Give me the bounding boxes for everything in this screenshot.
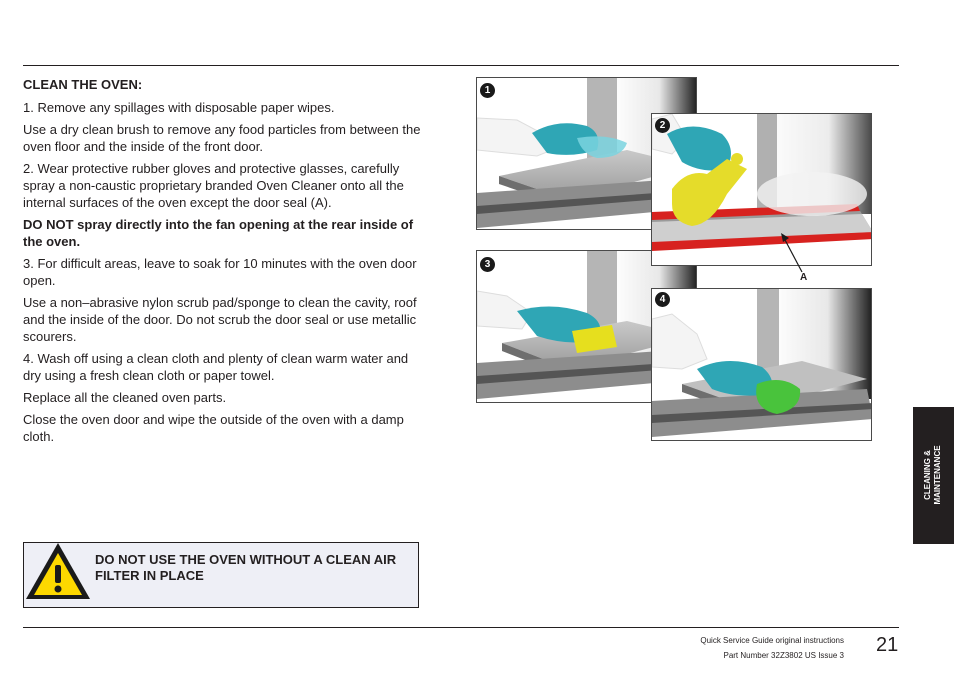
step-3-badge: 3	[480, 257, 495, 272]
bottom-rule	[23, 627, 899, 628]
section-heading: CLEAN THE OVEN:	[23, 77, 143, 92]
step-1-detail: Use a dry clean brush to remove any food particles from between the oven floor and the inside of the front door.	[23, 122, 421, 154]
top-rule	[23, 65, 899, 66]
replace-parts-text: Replace all the cleaned oven parts.	[23, 390, 227, 405]
side-tab-label	[923, 445, 943, 504]
warning-box	[23, 542, 419, 608]
section-side-tab	[913, 407, 954, 544]
step-1-text: 1. Remove any spillages with disposable paper wipes.	[23, 100, 335, 115]
step-2-text: 2. Wear protective rubber gloves and protective glasses, carefully spray a non-caustic proprietary branded Oven Cleaner onto all the internal surfaces of the oven except the door seal (A).	[23, 161, 404, 210]
close-door-text: Close the oven door and wipe the outside of the oven with a damp cloth.	[23, 412, 404, 444]
photo-step-4	[651, 288, 872, 441]
step-3-detail: Use a non–abrasive nylon scrub pad/sponge to clean the cavity, roof and the inside of the door. Do not scrub the door seal or use metallic scourers.	[23, 295, 417, 344]
step-2-badge: 2	[655, 118, 670, 133]
warning-text: DO NOT USE THE OVEN WITHOUT A CLEAN AIR FILTER IN PLACE	[95, 552, 397, 583]
photo-step-2	[651, 113, 872, 266]
seal-callout-arrow	[778, 232, 806, 274]
side-tab-line-1: CLEANING &	[923, 450, 932, 500]
fan-warning-text: DO NOT spray directly into the fan opening at the rear inside of the oven.	[23, 217, 414, 249]
instructions	[23, 76, 421, 450]
step-4-badge: 4	[655, 292, 670, 307]
step-3-text: 3. For difficult areas, leave to soak for 10 minutes with the oven door open.	[23, 256, 417, 288]
page-number: 21	[876, 634, 899, 656]
door-seal-callout-label: A	[800, 272, 808, 283]
oven-spray-illustration	[652, 114, 872, 266]
oven-rinse-illustration	[652, 289, 872, 441]
step-4-text: 4. Wash off using a clean cloth and plenty of clean warm water and dry using a fresh clean cloth or paper towel.	[23, 351, 409, 383]
step-1-badge: 1	[480, 83, 495, 98]
warning-triangle-icon	[24, 541, 92, 601]
side-tab-line-2: MAINTENANCE	[933, 445, 942, 505]
footer-part-number: Part Number 32Z3802 US Issue 3	[723, 651, 844, 660]
footer-guide-title: Quick Service Guide original instructions	[700, 636, 844, 645]
